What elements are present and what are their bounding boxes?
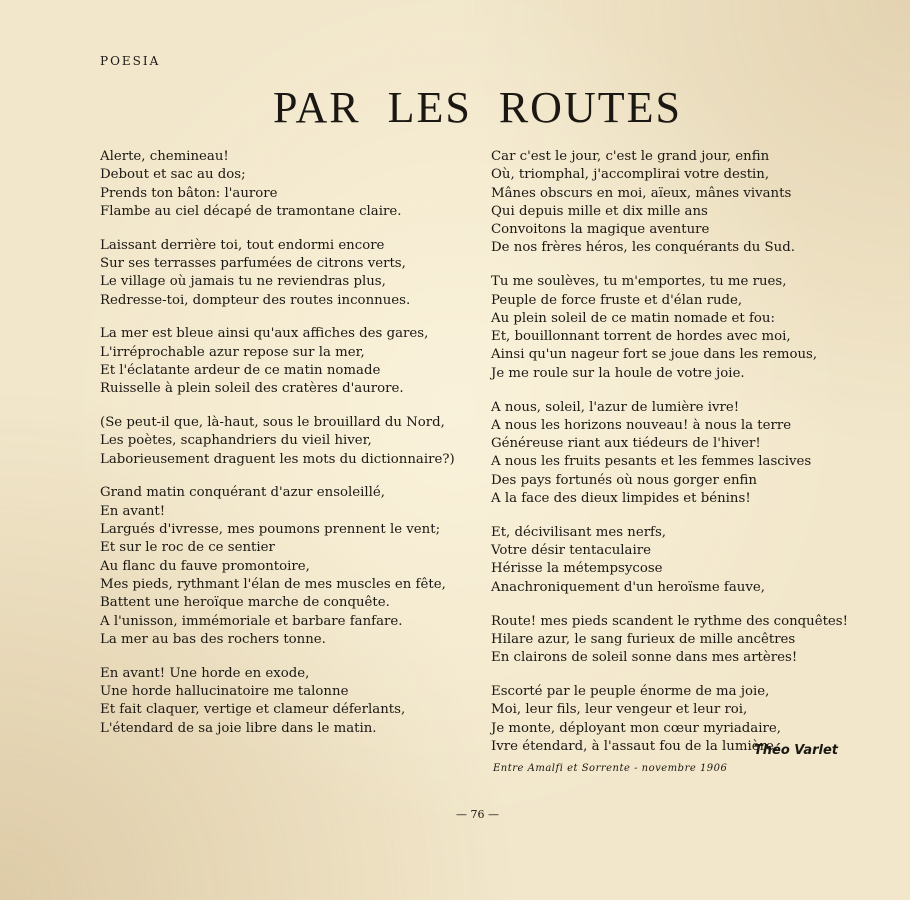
verse-line: Et, bouillonnant torrent de hordes avec moi, <box>491 329 791 345</box>
verse-line: Et fait claquer, vertige et clameur déferlants, <box>100 702 406 718</box>
verse-line: Mes pieds, rythmant l'élan de mes muscles en fête, <box>100 576 446 592</box>
section-header: POESIA <box>100 54 161 68</box>
stanza <box>100 665 450 738</box>
verse-line: Et l'éclatante ardeur de ce matin nomade <box>100 362 381 378</box>
stanza <box>491 399 851 509</box>
verse-line: Anachroniquement d'un heroïsme fauve, <box>491 579 765 595</box>
verse-line: Hilare azur, le sang furieux de mille ancêtres <box>491 631 796 647</box>
verse-line: Moi, leur fils, leur vengeur et leur roi, <box>491 702 748 718</box>
verse-line: Des pays fortunés où nous gorger enfin <box>491 472 757 488</box>
verse-line: L'irréprochable azur repose sur la mer, <box>100 344 365 360</box>
page-number: — 76 — <box>456 808 499 821</box>
verse-line: Flambe au ciel décapé de tramontane claire. <box>100 203 402 219</box>
verse-line: Car c'est le jour, c'est le grand jour, enfin <box>491 149 770 164</box>
verse-line: En clairons de soleil sonne dans mes artères! <box>491 650 798 666</box>
verse-line: Au plein soleil de ce matin nomade et fou: <box>491 310 775 326</box>
verse-line: Battent une heroïque marche de conquête. <box>100 595 390 611</box>
verse-line: Alerte, chemineau! <box>100 149 229 164</box>
dateline: Entre Amalfi et Sorrente - novembre 1906 <box>493 763 728 774</box>
verse-line: Les poètes, scaphandriers du vieil hiver, <box>100 433 372 449</box>
verse-line: Escorté par le peuple énorme de ma joie, <box>491 683 770 699</box>
verse-line: Grand matin conquérant d'azur ensoleillé, <box>100 485 385 501</box>
stanza <box>491 524 851 597</box>
stanza <box>100 325 450 398</box>
verse-line: A nous les horizons nouveau! à nous la terre <box>491 417 792 433</box>
verse-line: Laborieusement draguent les mots du dictionnaire?) <box>100 451 455 467</box>
verse-line: Laissant derrière toi, tout endormi encore <box>100 237 385 253</box>
verse-line: Largués d'ivresse, mes poumons prennent le vent; <box>100 522 441 538</box>
verse-line: Une horde hallucinatoire me talonne <box>100 683 349 699</box>
right-column <box>491 148 851 772</box>
stanza <box>100 148 450 221</box>
verse-line: Le village où jamais tu ne reviendras plus, <box>100 274 386 290</box>
verse-line: Route! mes pieds scandent le rythme des conquêtes! <box>491 613 848 629</box>
verse-line: (Se peut-il que, là-haut, sous le brouillard du Nord, <box>100 415 445 431</box>
verse-line: Au flanc du fauve promontoire, <box>100 558 310 574</box>
verse-line: A la face des dieux limpides et bénins! <box>491 491 751 507</box>
verse-line: Redresse-toi, dompteur des routes inconnues. <box>100 292 411 308</box>
stanza <box>491 148 851 258</box>
verse-line: La mer est bleue ainsi qu'aux affiches des gares, <box>100 326 429 342</box>
verse-line: Où, triomphal, j'accomplirai votre destin, <box>491 167 770 183</box>
verse-line: A nous, soleil, l'azur de lumière ivre! <box>491 399 740 415</box>
verse-line: Généreuse riant aux tiédeurs de l'hiver! <box>491 436 761 452</box>
verse-line: Et, décivilisant mes nerfs, <box>491 524 667 540</box>
verse-line: L'étendard de sa joie libre dans le matin. <box>100 720 377 736</box>
stanza <box>491 273 851 383</box>
stanza <box>491 613 851 668</box>
verse-line: A l'unisson, immémoriale et barbare fanfare. <box>100 613 403 629</box>
verse-line: Et sur le roc de ce sentier <box>100 540 275 556</box>
stanza <box>100 484 450 649</box>
verse-line: Convoitons la magique aventure <box>491 222 710 238</box>
verse-line: En avant! Une horde en exode, <box>100 665 310 681</box>
verse-line: Hérisse la métempsycose <box>491 561 663 577</box>
verse-line: Prends ton bâton: l'aurore <box>100 185 278 201</box>
verse-line: La mer au bas des rochers tonne. <box>100 631 326 647</box>
verse-line: Peuple de force fruste et d'élan rude, <box>491 292 743 308</box>
verse-line: Ruisselle à plein soleil des cratères d'aurore. <box>100 381 404 397</box>
verse-line: Je monte, déployant mon cœur myriadaire, <box>491 720 781 736</box>
verse-line: Mânes obscurs en moi, aïeux, mânes vivants <box>491 185 792 201</box>
verse-line: Je me roule sur la houle de votre joie. <box>491 365 745 381</box>
author-signature: Théo Varlet <box>753 743 838 758</box>
stanza <box>100 237 450 310</box>
verse-line: Qui depuis mille et dix mille ans <box>491 203 708 219</box>
verse-line: A nous les fruits pesants et les femmes lascives <box>491 454 812 470</box>
poem-title: PAR LES ROUTES <box>273 83 682 132</box>
verse-line: En avant! <box>100 503 166 519</box>
verse-line: Tu me soulèves, tu m'emportes, tu me rues, <box>491 274 787 290</box>
verse-line: Ainsi qu'un nageur fort se joue dans les remous, <box>491 347 818 363</box>
verse-line: Ivre étendard, à l'assaut fou de la lumière. <box>491 738 779 754</box>
verse-line: De nos frères héros, les conquérants du Sud. <box>491 240 795 256</box>
left-column <box>100 148 455 753</box>
verse-line: Votre désir tentaculaire <box>491 543 651 559</box>
verse-line: Debout et sac au dos; <box>100 167 246 183</box>
verse-line: Sur ses terrasses parfumées de citrons verts, <box>100 255 406 271</box>
stanza <box>100 414 455 469</box>
